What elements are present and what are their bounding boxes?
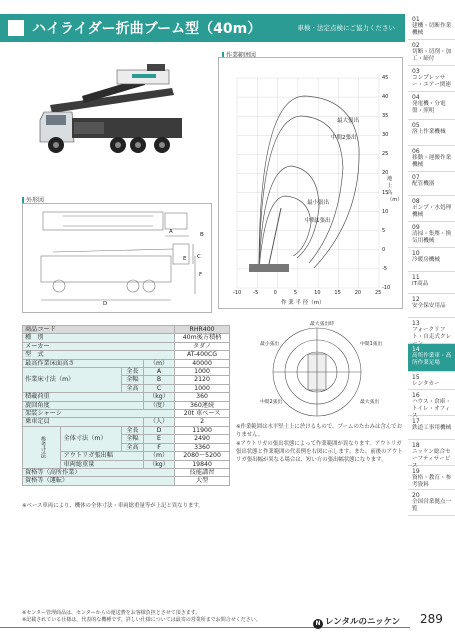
spec-sub: 全高 [122, 443, 144, 451]
spec-value: 11900 [175, 426, 230, 434]
spec-value: 20t 車ベース [175, 410, 230, 418]
spec-value: 360連続 [175, 401, 230, 409]
spec-row [23, 418, 230, 426]
spec-label-text: 商品コード [25, 326, 56, 333]
sidebar-item-19[interactable] [408, 466, 455, 490]
sidebar-item-16[interactable] [408, 390, 455, 419]
sidebar-item-03[interactable] [408, 66, 455, 92]
spec-value: 40m後方積柄 [175, 334, 230, 342]
spec-label-text: 乗車定員 [25, 418, 50, 426]
sidebar-item-05[interactable] [408, 120, 455, 146]
dim-label-e: E [183, 256, 187, 262]
sidebar-item-number: 04 [412, 94, 420, 101]
sidebar-item-number: 13 [412, 320, 420, 327]
spec-row [23, 393, 230, 401]
sidebar-item-number: 18 [412, 442, 420, 449]
spec-label-text: 型 式 [25, 351, 44, 359]
spec-sub: 全長 [122, 426, 144, 434]
spec-label-text: 旋回角度 [25, 401, 50, 409]
spec-unit: （m） [143, 452, 174, 460]
spec-row [23, 351, 230, 359]
sidebar-item-20[interactable] [408, 490, 455, 516]
spec-label [23, 342, 175, 350]
spec-sub: 全長 [122, 368, 144, 376]
sidebar-item-09[interactable] [408, 222, 455, 248]
rig-center-label: 最大張出時 [310, 322, 334, 327]
rig-label-3: 中間2張出 [260, 400, 283, 405]
y-tick-label: 15 [382, 189, 389, 196]
spec-value: 360 [175, 393, 230, 401]
brand-logo [313, 615, 400, 629]
sidebar-item-17[interactable] [408, 416, 455, 440]
sidebar-item-label: 全国営業拠点一覧 [412, 499, 452, 512]
x-tick-label: 0 [273, 290, 277, 296]
spec-row [23, 326, 230, 334]
sidebar-item-label: 建機・切断作業機械 [412, 23, 452, 36]
spec-sub: 全高 [122, 384, 144, 392]
spec-unit: （度） [143, 401, 174, 409]
spec-value: 3360 [175, 443, 230, 451]
dim-label-c: C [197, 254, 201, 260]
sidebar-item-number: 05 [412, 122, 420, 129]
footnote [22, 610, 261, 624]
spec-sub: 全幅 [122, 376, 144, 384]
spec-label: 車両総重量 [61, 460, 143, 468]
sidebar-item-label: ニッケン総合セーフティサービス [412, 449, 451, 469]
spec-value: 2120 [175, 376, 230, 384]
spec-unit: （kg） [143, 460, 174, 468]
sidebar-item-number: 10 [412, 250, 420, 257]
y-tick-label: 10 [382, 208, 389, 215]
y-tick-label: -10 [382, 285, 391, 291]
spec-key: F [143, 443, 174, 451]
y-tick-label: 30 [382, 132, 389, 139]
sidebar-item-13[interactable] [408, 318, 455, 344]
sidebar-item-number: 19 [412, 468, 420, 475]
y-tick-label: 45 [382, 75, 389, 81]
sidebar-item-06[interactable] [408, 146, 455, 172]
sidebar-item-label: 鉄道工事用機械 [412, 425, 452, 431]
spec-label: アウトリガ張出幅 [61, 452, 143, 460]
spec-label [23, 477, 175, 485]
dim-label-b: B [200, 232, 204, 238]
sidebar-item-number: 12 [412, 296, 420, 303]
outrigger-diagram [232, 318, 402, 426]
range-diagram [219, 58, 402, 308]
y-tick-label: 0 [382, 246, 386, 253]
sidebar-item-label: 安全保安用品 [412, 303, 446, 309]
spec-sub: 全幅 [122, 435, 144, 443]
range-y-axis-label: 地上高（m） [387, 176, 403, 203]
spec-value: 19840 [175, 460, 230, 468]
sidebar-item-label: コンプレッサー・エアー関連 [412, 75, 451, 88]
sidebar-item-number: 14 [412, 346, 420, 353]
spec-label [23, 410, 175, 418]
spec-note: ※ベース車両により、機体の全体寸法・車両総重量等が上記と異なります。 [22, 503, 204, 509]
spec-value: 40000 [175, 359, 230, 367]
spec-unit: （人） [143, 418, 174, 426]
truck-photo [22, 50, 212, 162]
sidebar-item-label: レンタカー [412, 381, 440, 387]
logo-mark-icon: N [313, 619, 323, 629]
spec-unit: （m） [143, 359, 174, 367]
x-tick-label: 25 [375, 290, 382, 296]
outline-diagram-frame [22, 203, 212, 313]
sidebar-item-number: 16 [412, 392, 420, 399]
dim-label-a: A [169, 229, 173, 235]
sidebar-item-07[interactable] [408, 172, 455, 196]
range-diagram-frame [218, 57, 403, 309]
category-sidebar [408, 14, 455, 614]
spec-value: RHR400 [175, 326, 230, 334]
y-tick-label: -5 [382, 265, 387, 272]
x-tick-label: -10 [233, 290, 242, 296]
spec-row [23, 401, 230, 409]
x-tick-label: 15 [334, 290, 341, 296]
sidebar-item-number: 09 [412, 224, 420, 231]
sidebar-item-label: IT商品 [412, 281, 429, 287]
spec-label [23, 418, 144, 426]
spec-table [22, 325, 230, 486]
spec-label [23, 351, 175, 359]
spec-side-label: 参考寸法 [23, 426, 61, 468]
range-label-mid1: 中間1張出 [305, 218, 331, 224]
page-header [0, 14, 405, 42]
sidebar-item-label: 発電機・分電盤・照明 [412, 101, 446, 114]
spec-label-text: メーカー [25, 342, 50, 350]
sidebar-item-number: 02 [412, 42, 420, 49]
sidebar-item-01[interactable] [408, 14, 455, 40]
header-note: 車検・法定点検にご協力ください [297, 24, 395, 32]
spec-value: 大型 [175, 477, 230, 485]
sidebar-item-number: 15 [412, 374, 420, 381]
x-tick-label: 20 [354, 290, 362, 296]
footnote-1: ※センター管理商品は、センターからの運送費をお客様負担とさせて頂きます。 [22, 610, 201, 616]
sidebar-item-label: 資格・教育・参考資料 [412, 475, 452, 488]
spec-group-label: 作業床寸法（m） [23, 368, 122, 393]
x-tick-label: -5 [253, 290, 259, 296]
spec-row [23, 359, 230, 367]
spec-row [23, 426, 230, 434]
spec-value: タダノ [175, 342, 230, 350]
spec-label-text: 種 別 [25, 334, 44, 342]
sidebar-item-label: 冷暖房機械 [412, 257, 440, 263]
spec-label-text: 最高作業床面高さ [25, 359, 75, 367]
outrigger-drawing [232, 318, 402, 426]
logo-text: レンタルのニッケン [325, 617, 401, 627]
y-tick-label: 20 [382, 170, 389, 177]
x-tick-label: 10 [314, 290, 321, 296]
sidebar-item-number: 07 [412, 174, 420, 181]
spec-value: 1000 [175, 384, 230, 392]
note-1: ※作業範囲は水平堅土上に於けるもので、ブームのたわみは含んでおりません。 [236, 424, 402, 438]
dim-label-f: F [199, 272, 203, 278]
notes [236, 423, 406, 465]
header-square-icon [8, 20, 24, 36]
spec-label [23, 468, 175, 476]
sidebar-item-number: 20 [412, 492, 420, 499]
spec-label-text: 資格等（高所作業） [25, 468, 81, 476]
rig-label-4: 最大張出 [360, 400, 380, 405]
spec-key: D [143, 426, 174, 434]
y-tick-label: 35 [382, 113, 389, 120]
sidebar-item-label: 切断・切削・加工・締付 [412, 49, 452, 62]
spec-value: 1000 [175, 368, 230, 376]
page-number: 289 [420, 612, 443, 626]
range-label: 作業範囲図 [222, 50, 256, 59]
sidebar-item-10[interactable] [408, 248, 455, 272]
sidebar-item-11[interactable] [408, 272, 455, 294]
x-tick-label: 5 [293, 290, 298, 296]
range-label-max: 最大張出 [337, 118, 360, 124]
sidebar-item-12[interactable] [408, 294, 455, 318]
note-2: ※アウトリガの張出状態によって作業範囲が異なります。アウトリガ張出状態と作業範囲の代表例を右図に示します。また、前後のアウトリガ張出幅が異なる場合は、短い方の張出幅状態になります。 [236, 441, 403, 463]
spec-label [23, 334, 175, 342]
sidebar-item-label: 清掃・集塵・換気用機械 [412, 231, 452, 244]
spec-label-text: 積載荷重 [25, 393, 50, 401]
spec-key: B [143, 376, 174, 384]
sidebar-item-label: フォークリフト・自走式クレ [412, 327, 452, 340]
page-title: ハイライダー折曲ブーム型（40m） [32, 21, 262, 37]
sidebar-item-number: 11 [412, 274, 420, 281]
spec-unit: （kg） [143, 393, 174, 401]
spec-label [23, 326, 175, 334]
spec-label [23, 393, 144, 401]
sidebar-item-number: 06 [412, 148, 420, 155]
sidebar-item-number: 03 [412, 68, 420, 75]
spec-key: E [143, 435, 174, 443]
footnote-2: ※記載されている仕様は、代表的な機種です。詳しい仕様については最寄の営業所までお問合せください。 [22, 617, 261, 623]
sidebar-item-02[interactable] [408, 40, 455, 66]
sidebar-item-label: 高所作業車・高所作業足場 [412, 353, 452, 366]
spec-label-text: 資格等（運転） [25, 477, 69, 485]
sidebar-item-number: 01 [412, 16, 420, 23]
spec-label [23, 359, 144, 367]
spec-value: 技能講習 [175, 468, 230, 476]
rig-label-2: 中間1張出 [360, 342, 383, 347]
spec-label-text: 架装シャーシ [25, 410, 62, 418]
sidebar-item-label: 移動・運搬作業機械 [412, 155, 452, 168]
y-tick-label: 40 [382, 94, 389, 101]
range-label-mid2: 中間2張出 [331, 135, 357, 141]
spec-row [23, 368, 230, 376]
spec-row [23, 342, 230, 350]
sidebar-item-14[interactable] [408, 344, 455, 372]
spec-row [23, 468, 230, 476]
spec-key: A [143, 368, 174, 376]
spec-group-label: 全体寸法（m） [61, 426, 122, 451]
sidebar-item-label: ハウス・倉庫・トイレ・オフィス [412, 399, 451, 419]
spec-value: 2490 [175, 435, 230, 443]
spec-label [23, 401, 144, 409]
spec-value: AT-400CG [175, 351, 230, 359]
range-label-min: 最小張出 [307, 200, 330, 206]
spec-key: C [143, 384, 174, 392]
sidebar-item-04[interactable] [408, 92, 455, 120]
sidebar-item-08[interactable] [408, 196, 455, 222]
spec-row [23, 334, 230, 342]
spec-row [23, 410, 230, 418]
dim-label-d: D [103, 301, 108, 307]
y-tick-label: 5 [382, 227, 386, 234]
sidebar-item-label: 配管機器 [412, 181, 435, 187]
sidebar-item-label: ポンプ・水処理機械 [412, 205, 452, 218]
sidebar-item-15[interactable] [408, 372, 455, 390]
rig-label-1: 最小張出 [260, 342, 280, 347]
sidebar-item-18[interactable] [408, 440, 455, 469]
range-x-axis-label: 作 業 半 径（m） [281, 300, 325, 306]
spec-value: 2 [175, 418, 230, 426]
y-tick-label: 25 [382, 151, 389, 158]
spec-value: 2080〜5200 [175, 452, 230, 460]
outline-label: 外形図 [22, 195, 44, 204]
sidebar-item-label: 溶上作業機械 [412, 129, 446, 135]
sidebar-item-number: 08 [412, 198, 420, 205]
sidebar-item-number: 17 [412, 418, 420, 425]
spec-row [23, 477, 230, 485]
